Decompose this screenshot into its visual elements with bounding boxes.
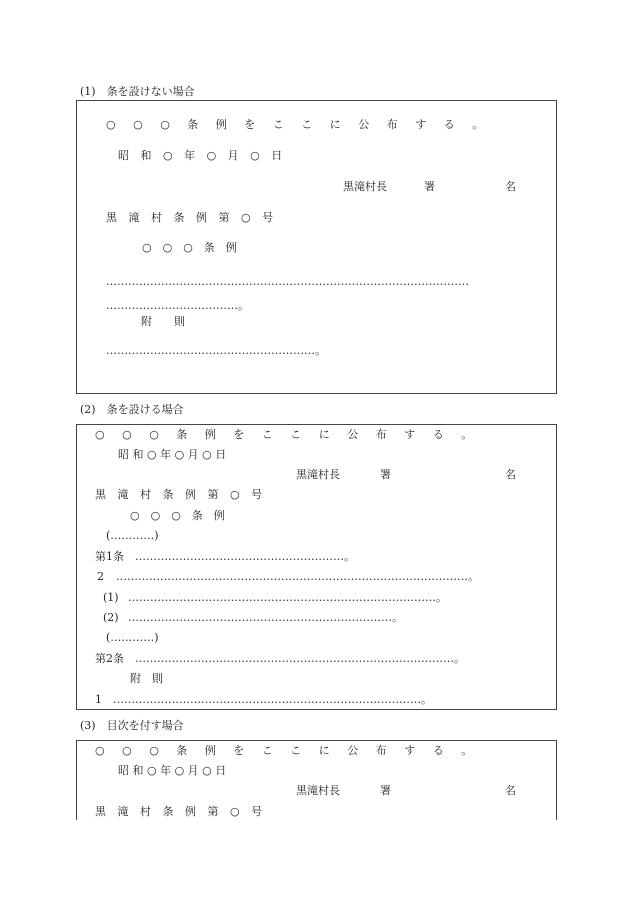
section2-article-2-label: 第2条	[95, 652, 124, 665]
section1-promulgation: ○ ○ ○ 条 例 を こ こ に 公 布 す る 。	[106, 118, 491, 131]
section2-supplementary-item-label: 1	[95, 693, 102, 706]
section2-item-1-label: (1)	[103, 591, 119, 604]
section2-heading: (2) 条を設ける場合	[80, 403, 184, 416]
section2-item-1-text: …………………………………………………………………………。	[128, 591, 447, 604]
section2-ordinance-title: ○ ○ ○ 条 例	[130, 509, 225, 522]
section3-date: 昭 和 ○ 年 ○ 月 ○ 日	[118, 764, 227, 777]
section2-article-2-text: ……………………………………………………………………………。	[135, 652, 465, 665]
section1-body-line-1: ………………………………………………………………………………………	[106, 275, 469, 288]
section2-article-1-label: 第1条	[95, 550, 124, 563]
section2-paragraph-2-text: ……………………………………………………………………………………。	[116, 570, 479, 583]
section1-ordinance-number: 黒 滝 村 条 例 第 ○ 号	[106, 211, 278, 224]
section3-heading: (3) 目次を付す場合	[80, 719, 184, 732]
section1-mayor: 黒滝村長	[343, 180, 387, 193]
section3-ordinance-number: 黒 滝 村 条 例 第 ○ 号	[95, 805, 267, 818]
section2-item-2-text: ………………………………………………………………。	[128, 611, 403, 624]
section2-promulgation: ○ ○ ○ 条 例 を こ こ に 公 布 す る 。	[95, 428, 480, 441]
section1-date: 昭 和 ○ 年 ○ 月 ○ 日	[118, 149, 287, 162]
section2-item-2-label: (2)	[103, 611, 119, 624]
section3-mayor: 黒滝村長	[296, 784, 340, 797]
section1-name-mark: 名	[505, 180, 516, 193]
section3-signature-mark: 署	[380, 784, 391, 797]
section2-article-1-text: …………………………………………………。	[135, 550, 355, 563]
section2-supplementary-heading: 附 則	[130, 672, 163, 685]
section2-supplementary-item-text: …………………………………………………………………………。	[113, 693, 432, 706]
section1-body-line-2: ………………………………。	[106, 299, 249, 312]
section3-name-mark: 名	[505, 784, 516, 797]
section2-ordinance-number: 黒 滝 村 条 例 第 ○ 号	[95, 488, 267, 501]
section2-date: 昭 和 ○ 年 ○ 月 ○ 日	[118, 448, 227, 461]
section1-heading: (1) 条を設けない場合	[80, 85, 195, 98]
section2-signature-mark: 署	[380, 468, 391, 481]
section2-mayor: 黒滝村長	[296, 468, 340, 481]
section2-caption-1: (…………)	[106, 529, 159, 542]
section2-paragraph-2-label: 2	[97, 570, 104, 583]
section2-name-mark: 名	[505, 468, 516, 481]
section2-caption-2: (…………)	[106, 631, 159, 644]
section3-promulgation: ○ ○ ○ 条 例 を こ こ に 公 布 す る 。	[95, 744, 480, 757]
section1-ordinance-title: ○ ○ ○ 条 例	[142, 241, 237, 254]
section2-frame	[76, 424, 557, 710]
section1-signature-mark: 署	[424, 180, 435, 193]
section1-supplementary-heading: 附 則	[141, 315, 185, 328]
section1-supplementary-line: …………………………………………………。	[106, 344, 326, 357]
